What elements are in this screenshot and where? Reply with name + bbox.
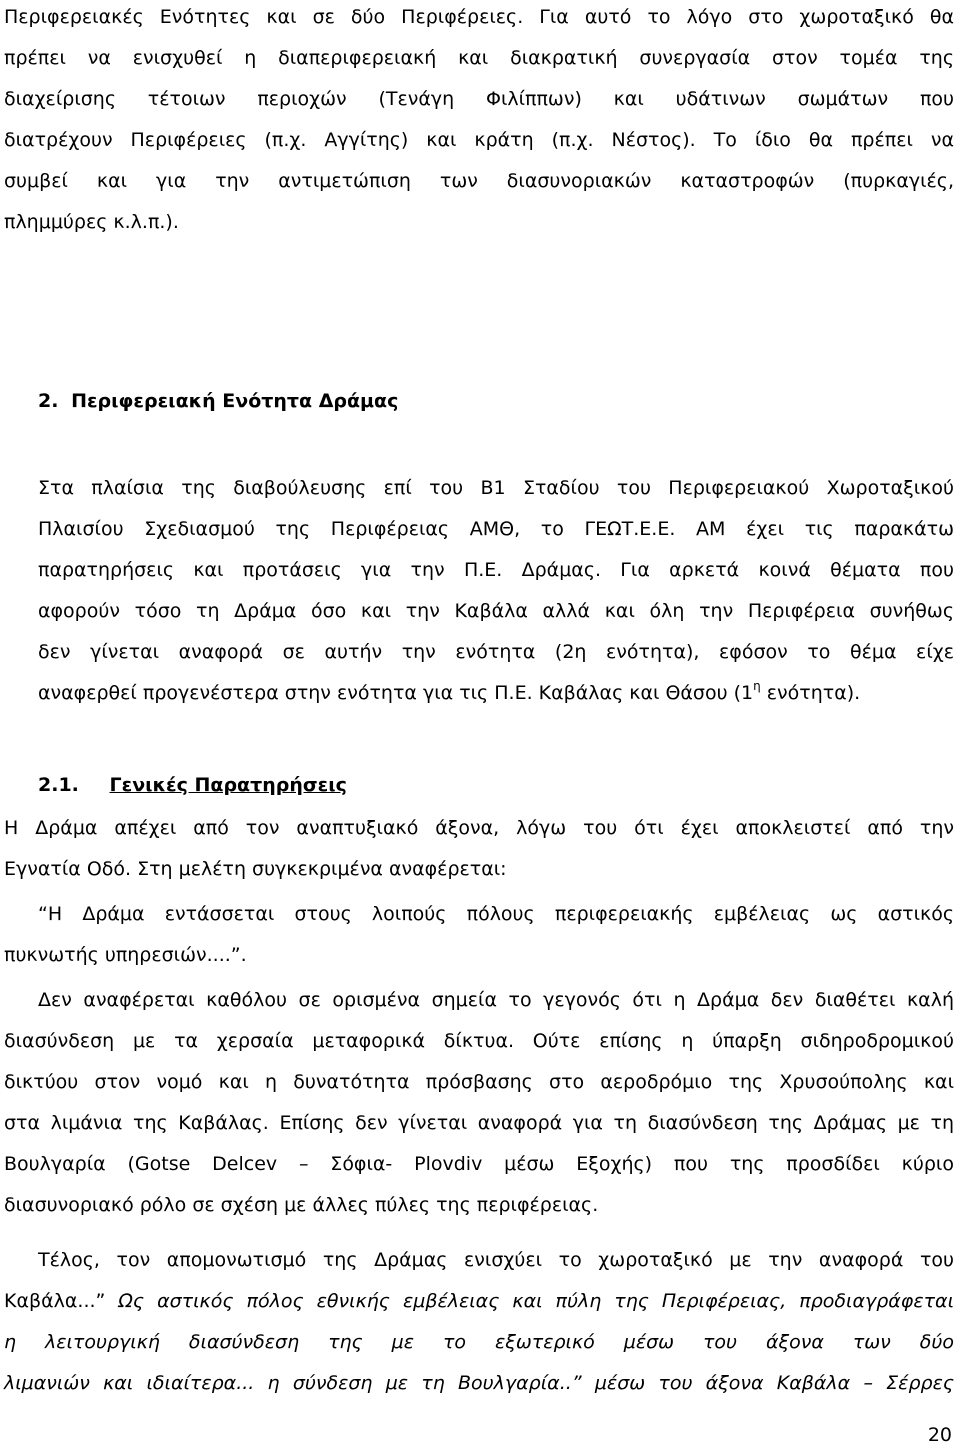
section-2-1-paragraph-line: Βουλγαρία (Gotse Delcev – Σόφια- Plovdiv μέσω Εξοχής) που της προσδίδει κύριο <box>4 1153 954 1175</box>
last-line-text: αναφερθεί προγενέστερα στην ενότητα για τις Π.Ε. Καβάλας και Θάσου (1 <box>38 682 754 704</box>
italic-quote-line: η λειτουργική διασύνδεση της με το εξωτερικό μέσω του άξονα των δύο <box>4 1331 954 1353</box>
section-2-1-paragraph-line: δικτύου στον νομό και η δυνατότητα πρόσβασης στο αεροδρόμιο της Χρυσούπολης και <box>4 1071 954 1093</box>
section-2-1-paragraph-line: Δεν αναφέρεται καθόλου σε ορισμένα σημεία το γεγονός ότι η Δράμα δεν διαθέτει καλή <box>38 989 954 1011</box>
section-2-title: Περιφερειακή Ενότητα Δράμας <box>71 390 399 412</box>
section-2-number: 2. <box>38 390 59 412</box>
last-line-text-end: ενότητα). <box>760 682 861 704</box>
paragraph-top-line: πρέπει να ενισχυθεί η διαπεριφερειακή και διακρατική συνεργασία στον τομέα της <box>4 47 954 69</box>
section-2-paragraph-line: παρατηρήσεις και προτάσεις για την Π.Ε. Δράμας. Για αρκετά κοινά θέματα που <box>38 559 954 581</box>
section-2-1-paragraph-line: Η Δράμα απέχει από τον αναπτυξιακό άξονα, λόγω του ότι έχει αποκλειστεί από την <box>4 817 954 839</box>
section-2-paragraph-last-line <box>38 680 860 706</box>
section-2-paragraph-line: δεν γίνεται αναφορά σε αυτήν την ενότητα (2η ενότητα), εφόσον το θέμα είχε <box>38 641 954 663</box>
section-2-1-title: Γενικές Παρατηρήσεις <box>109 774 347 796</box>
section-2-paragraph-line: Στα πλαίσια της διαβούλευσης επί του Β1 Σταδίου του Περιφερειακού Χωροταξικού <box>38 477 954 499</box>
quote-line: πυκνωτής υπηρεσιών....”. <box>4 944 247 966</box>
section-2-paragraph-line: αφορούν τόσο τη Δράμα όσο και την Καβάλα αλλά και όλη την Περιφέρεια συνήθως <box>38 600 954 622</box>
paragraph-top-line: συμβεί και για την αντιμετώπιση των διασυνοριακών καταστροφών (πυρκαγιές, <box>4 170 954 192</box>
section-2-1-number: 2.1. <box>38 774 79 796</box>
quote-line: “Η Δράμα εντάσσεται στους λοιπούς πόλους περιφερειακής εμβέλειας ως αστικός <box>38 903 954 925</box>
section-2-1-paragraph-line: στα λιμάνια της Καβάλας. Επίσης δεν γίνεται αναφορά για τη διασύνδεση της Δράμας με τη <box>4 1112 954 1134</box>
section-2-1-paragraph-line: Τέλος, τον απομονωτισμό της Δράμας ενισχύει το χωροταξικό με την αναφορά του <box>38 1249 954 1271</box>
section-2-1-paragraph-line: Εγνατία Οδό. Στη μελέτη συγκεκριμένα αναφέρεται: <box>4 858 507 880</box>
paragraph-top-line: πλημμύρες κ.λ.π.). <box>4 211 179 233</box>
plain-text: Καβάλα...” <box>4 1290 106 1312</box>
italic-quote-text: Ως αστικός πόλος εθνικής εμβέλειας και πύλη της Περιφέρειας, προδιαγράφεται <box>118 1290 954 1312</box>
section-2-1-paragraph-line-mixed <box>4 1288 954 1314</box>
section-2-paragraph-line: Πλαισίου Σχεδιασμού της Περιφέρειας ΑΜΘ, το ΓΕΩΤ.Ε.Ε. ΑΜ έχει τις παρακάτω <box>38 518 954 540</box>
page-number: 20 <box>927 1424 952 1446</box>
paragraph-top-line: διαχείρισης τέτοιων περιοχών (Τενάγη Φιλίππων) και υδάτινων σωμάτων που <box>4 88 954 110</box>
section-2-1-heading <box>38 772 347 798</box>
italic-quote-line: λιμανιών και ιδιαίτερα... η σύνδεση με τη Βουλγαρία..” μέσω του άξονα Καβάλα – Σέρρες <box>4 1372 954 1394</box>
paragraph-top-line: διατρέχουν Περιφέρειες (π.χ. Αγγίτης) και κράτη (π.χ. Νέστος). Το ίδιο θα πρέπει να <box>4 129 954 151</box>
section-2-heading <box>38 388 398 414</box>
paragraph-top-line: Περιφερειακές Ενότητες και σε δύο Περιφέρειες. Για αυτό το λόγο στο χωροταξικό θα <box>4 6 954 28</box>
ordinal-superscript: η <box>753 679 761 693</box>
section-2-1-paragraph-line: διασύνδεση με τα χερσαία μεταφορικά δίκτυα. Ούτε επίσης η ύπαρξη σιδηροδρομικού <box>4 1030 954 1052</box>
section-2-1-paragraph-line: διασυνοριακό ρόλο σε σχέση με άλλες πύλες της περιφέρειας. <box>4 1194 599 1216</box>
